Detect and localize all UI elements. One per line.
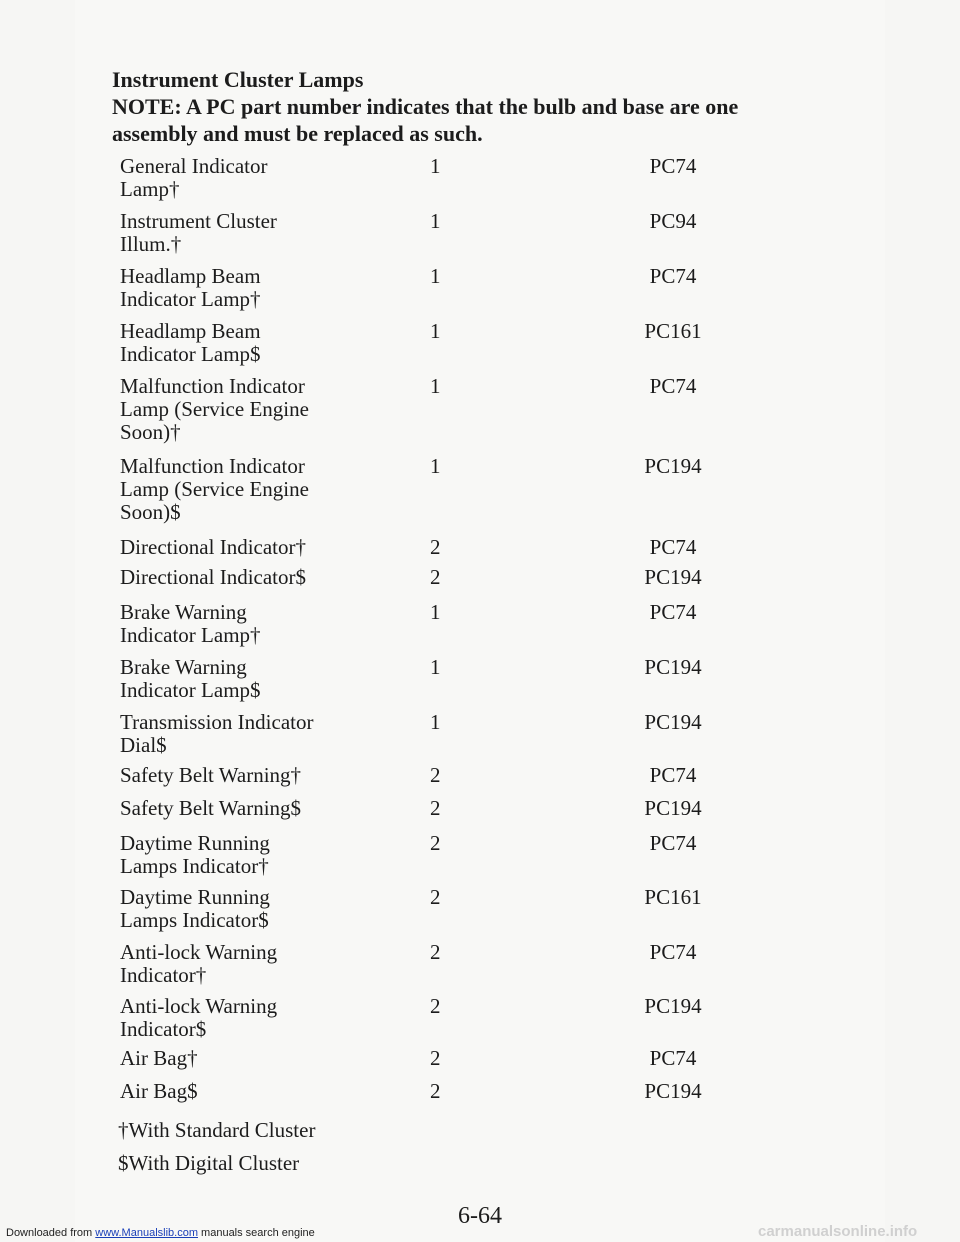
lamp-name: Anti-lock Warning Indicator† [120,940,278,987]
lamp-part-number: PC74 [649,264,697,288]
lamp-part-number: PC194 [644,454,702,478]
lamp-part-number: PC74 [649,1046,697,1070]
lamp-part-number: PC161 [644,319,702,343]
lamp-name: Transmission Indicator Dial$ [120,710,314,757]
lamp-part-number: PC74 [649,763,697,787]
lamp-part-number: PC74 [649,831,697,855]
lamp-quantity: 2 [430,796,441,820]
download-suffix: manuals search engine [201,1227,315,1239]
lamp-name: Daytime Running Lamps Indicator$ [120,885,270,932]
lamp-quantity: 1 [430,454,441,478]
download-notice [6,1227,315,1240]
lamp-quantity: 2 [430,1079,441,1103]
lamp-part-number: PC74 [649,600,697,624]
lamp-part-number: PC74 [649,535,697,559]
lamp-name: Brake Warning Indicator Lamp† [120,600,261,647]
lamp-name: Anti-lock Warning Indicator$ [120,994,278,1041]
lamp-quantity: 2 [430,535,441,559]
lamp-name: Directional Indicator$ [120,565,307,589]
lamp-name: Headlamp Beam Indicator Lamp† [120,264,261,311]
lamp-quantity: 2 [430,885,441,909]
lamp-quantity: 2 [430,763,441,787]
lamp-name: Malfunction Indicator Lamp (Service Engine Soon)† [120,374,309,444]
site-watermark: carmanualsonline.info [758,1223,918,1240]
lamp-quantity: 1 [430,600,441,624]
lamp-quantity: 1 [430,209,441,233]
lamp-quantity: 2 [430,994,441,1018]
footnote-digital-cluster: $With Digital Cluster [118,1151,300,1175]
note-line-2: assembly and must be replaced as such. [112,121,483,146]
lamp-name: Air Bag$ [120,1079,198,1103]
lamp-quantity: 1 [430,319,441,343]
lamp-quantity: 2 [430,565,441,589]
lamp-part-number: PC194 [644,710,702,734]
lamp-name: Brake Warning Indicator Lamp$ [120,655,261,702]
lamp-name: Safety Belt Warning$ [120,796,302,820]
lamp-quantity: 1 [430,710,441,734]
lamp-part-number: PC194 [644,655,702,679]
lamp-part-number: PC194 [644,565,702,589]
lamp-name: General Indicator Lamp† [120,154,268,201]
lamp-name: Instrument Cluster Illum.† [120,209,277,256]
lamp-part-number: PC74 [649,374,697,398]
lamp-part-number: PC194 [644,994,702,1018]
lamp-part-number: PC74 [649,154,697,178]
note-line-1: NOTE: A PC part number indicates that the bulb and base are one [112,94,739,119]
lamp-quantity: 1 [430,154,441,178]
lamp-name: Headlamp Beam Indicator Lamp$ [120,319,261,366]
page-number: 6-64 [458,1203,502,1229]
lamp-quantity: 2 [430,831,441,855]
lamp-part-number: PC74 [649,940,697,964]
lamp-name: Directional Indicator† [120,535,307,559]
lamp-name: Air Bag† [120,1046,198,1070]
lamp-quantity: 1 [430,655,441,679]
lamp-name: Malfunction Indicator Lamp (Service Engine Soon)$ [120,454,309,524]
manualslib-link[interactable]: www.Manualslib.com [95,1227,198,1239]
lamp-part-number: PC194 [644,796,702,820]
download-prefix: Downloaded from [6,1227,93,1239]
lamp-part-number: PC161 [644,885,702,909]
lamp-quantity: 2 [430,940,441,964]
lamp-quantity: 1 [430,374,441,398]
lamp-part-number: PC194 [644,1079,702,1103]
lamp-name: Safety Belt Warning† [120,763,302,787]
lamp-name: Daytime Running Lamps Indicator† [120,831,270,878]
footnote-standard-cluster: †With Standard Cluster [118,1118,316,1142]
lamp-quantity: 2 [430,1046,441,1070]
lamp-part-number: PC94 [649,209,697,233]
lamp-quantity: 1 [430,264,441,288]
section-title: Instrument Cluster Lamps [112,67,364,92]
